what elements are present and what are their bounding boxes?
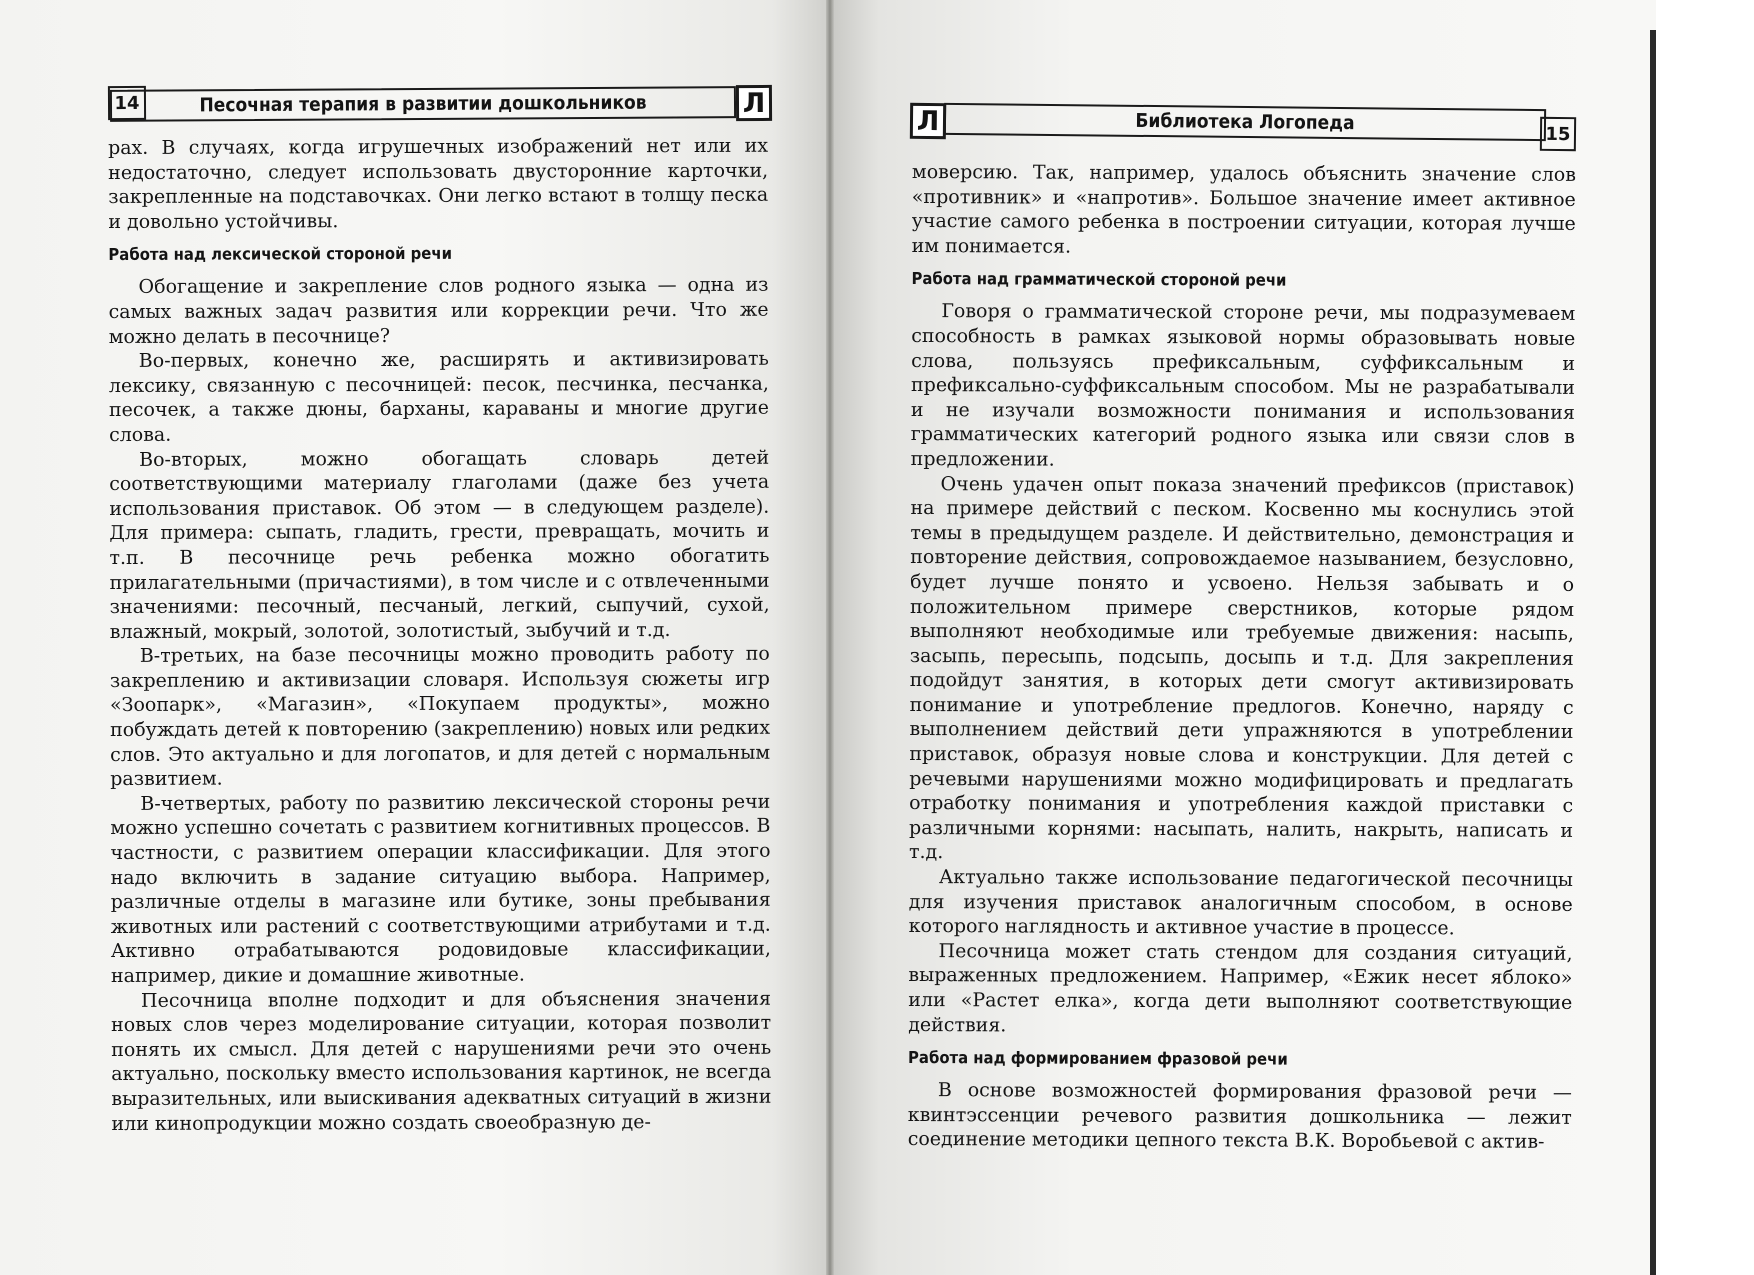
- left-series-emblem: Л: [736, 85, 772, 121]
- paragraph: рах. В случаях, когда игрушечных изображений нет или их недостаточно, следует использовать двусторонние карточки, закрепленные на подставочках. Они легко встают в толщу песка и довольно устойчивы.: [108, 134, 769, 233]
- book-gutter: [826, 0, 834, 1275]
- paragraph: Говоря о грамматической стороне речи, мы подразумеваем способность в рамках языковой нормы образовывать новые слова, пользуясь префиксальным, суффиксальным и префиксально-суффиксальным способом. Мы не разрабатывали и не изучали возможности понимания и использования грамматических категорий родного языка или связи слов в предложении.: [910, 300, 1576, 471]
- paragraph: Во-первых, конечно же, расширять и активизировать лексику, связанную с песочницей: песок, песчинка, песчанка, песочек, а также дюны, барханы, караваны и многие другие слова.: [108, 347, 769, 446]
- left-page-number: 14: [108, 86, 146, 120]
- paragraph: В основе возможностей формирования фразовой речи — квинтэссенции речевого развития дошкольника — лежит соединение методики цепного текста В.К. Воробьевой с актив-: [907, 1079, 1572, 1154]
- right-text-column: [908, 160, 1576, 1155]
- section-heading: Работа над грамматической стороной речи: [911, 269, 1287, 291]
- paragraph: Актуально также использование педагогической песочницы для изучения приставок аналогичным способом, в основе которого наглядность и активное участие в процессе.: [908, 866, 1573, 940]
- paragraph: Очень удачен опыт показа значений префиксов (приставок) на примере действий с песком. Косвенно мы коснулись этой темы в предыдущем разделе. И действительно, демонстрация и повторение действия, сопровождаемое называнием, безусловно, будет лучше понято и усвоено. Нельзя забывать и о положительном примере сверстников, которые рядом выполняют необходимые или требуемые движения: насыпь, засыпь, пересыпь, подсыпь, досыпь и т.д. Для закрепления подойдут занятия, в которых дети смогут активизировать понимание и употребление предлогов. Конечно, наряду с выполнением действий дети упражняются в употреблении приставок, образуя новые слова и конструкции. Для детей с речевыми нарушениями можно модифицировать и предлагать отработку понимания и употребления каждой приставки с различными корнями: насыпать, налить, накрыть, написать и т.д.: [908, 472, 1575, 864]
- scan-background: [1656, 0, 1754, 1275]
- paragraph: Песочница может стать стендом для создания ситуаций, выраженных предложением. Например, «Ежик несет яблоко» или «Растет елка», когда дети выполняют соответствующие действия.: [908, 939, 1573, 1037]
- left-running-title: Песочная терапия в развитии дошкольников: [199, 91, 647, 117]
- paragraph: В-четвертых, работу по развитию лексической стороны речи можно успешно сочетать с развитием когнитивных процессов. В частности, с развитием операции классификации. Для этого надо включить в задание ситуацию выбора. Например, различные отделы в магазине или бутике, зоны пребывания животных или растений с соответствующими атрибутами и т.д. Активно отрабатываются родовидовые классификации, например, дикие и домашние животные.: [110, 790, 771, 987]
- right-running-title: Библиотека Логопеда: [1135, 109, 1355, 135]
- right-page-number: 15: [1540, 117, 1576, 151]
- paragraph: моверсию. Так, например, удалось объяснить значение слов «противник» и «напротив». Большое значение имеет активное участие самого ребенка в построении ситуации, которая лучше им понимается.: [911, 160, 1576, 258]
- paragraph: Обогащение и закрепление слов родного языка — одна из самых важных задач развития или коррекции речи. Что же можно делать в песочнице?: [108, 274, 769, 348]
- paragraph: Песочница вполне подходит и для объяснения значения новых слов через моделирование ситуации, которая позволит понять их смысл. Для детей с нарушениями речи это очень актуально, поскольку вместо использования картинок, не всегда выразительных, или выискивания адекватных ситуаций в жизни или кинопродукции можно создать своеобразную де-: [111, 987, 772, 1135]
- left-running-header: [110, 86, 736, 122]
- paragraph: В-третьих, на базе песочницы можно проводить работу по закреплению и активизации словаря. Используя сюжеты игр «Зоопарк», «Магазин», «Покупаем продукты», можно побуждать детей к повторению (закреплению) новых или редких слов. Это актуально и для логопатов, и для детей с нормальным развитием.: [109, 642, 771, 791]
- left-text-column: [108, 134, 771, 1136]
- section-heading: Работа над формированием фразовой речи: [908, 1048, 1288, 1069]
- right-series-emblem: Л: [910, 103, 946, 139]
- right-running-header: [944, 103, 1546, 141]
- section-heading: Работа над лексической стороной речи: [108, 244, 452, 265]
- paragraph: Во-вторых, можно обогащать словарь детей соответствующими материалу глаголами (даже без учета использования приставок. Об этом — в следующем разделе). Для примера: сыпать, гладить, грести, превращать, мочить и т.п. В песочнице речь ребенка можно обогатить прилагательными (причастиями), в том числе и с отвлеченными значениями: песочный, песчаный, легкий, сыпучий, сухой, влажный, мокрый, золотой, золотистый, зыбучий и т.д.: [109, 446, 770, 643]
